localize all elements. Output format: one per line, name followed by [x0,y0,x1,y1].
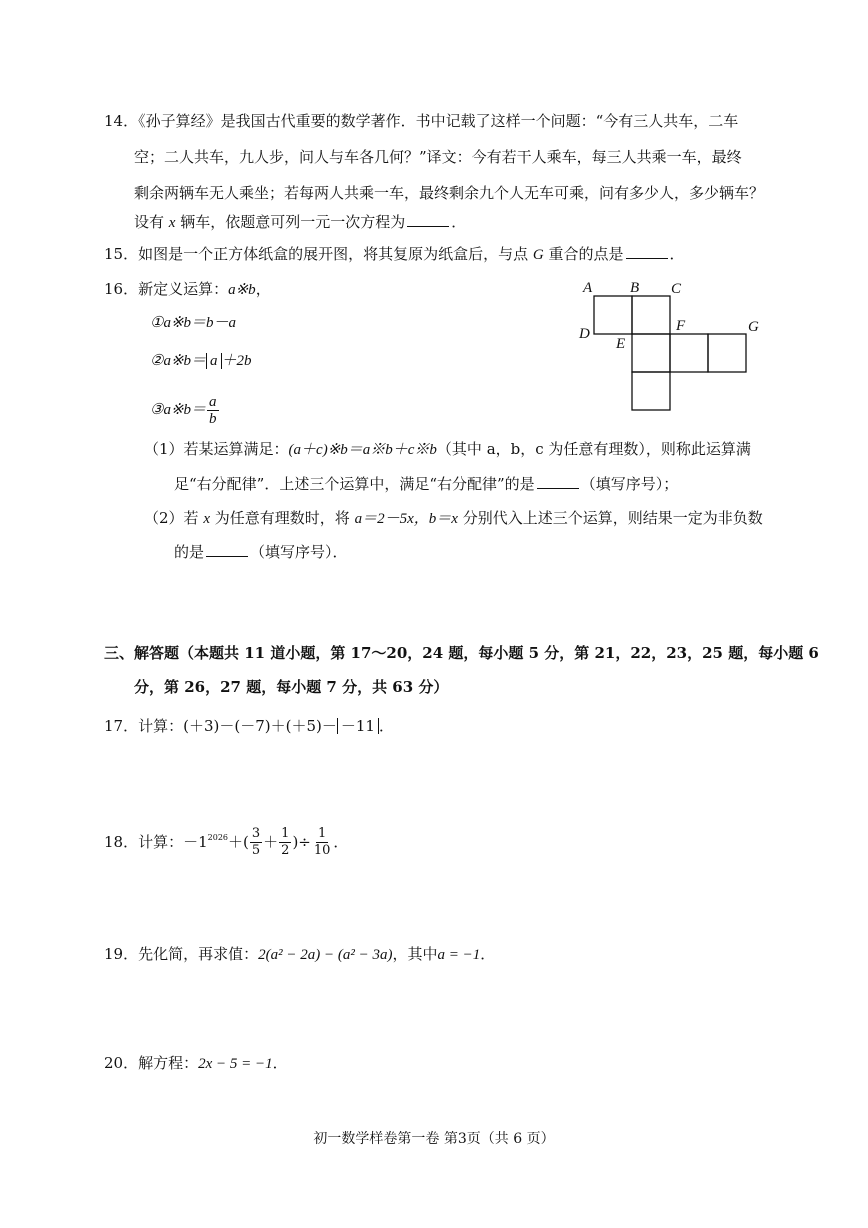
q17-label: 计算： [138,717,184,735]
label-b: B [630,280,640,296]
q20-end: ． [272,1054,288,1072]
q18-plus: ＋ [263,833,279,851]
q16-part2-line1 [144,508,763,529]
q16-number: 16． [104,280,139,298]
q16-op2-b: ＋2b [221,353,252,369]
q18-f2-num: 1 [281,825,290,841]
q17-expr: (＋3)－(－7)＋(＋5)－ [183,717,337,735]
q16-p2-b: 为任意有理数时，将 [214,509,350,527]
q16-p2-sub: a＝2－5x，b＝x [354,511,458,527]
net-square-bc [632,296,670,334]
q19-number: 19． [104,945,139,963]
q16-title [104,279,271,300]
q18-f1-den: 5 [251,842,261,858]
net-square-ad [594,296,632,334]
q18-op1: ＋( [228,833,249,851]
q15-text-b: 重合的点是 [548,245,624,263]
q16-op2-a: ②a※b＝ [150,353,207,369]
q16-title-a: 新定义运算： [138,280,229,298]
q16-op3-den: b [209,410,217,427]
q18-frac2 [279,826,291,859]
q19-line [104,944,495,965]
q17-number: 17． [104,717,139,735]
q16-op3 [150,390,220,430]
q16-p1-line2-b: （填写序号）； [580,475,679,493]
page-footer: 初一数学样卷第一卷 第3页（共 6 页） [313,1131,555,1147]
q17-line [104,716,394,736]
q16-p2-line2-a: 的是 [174,543,205,561]
net-square-bottom [632,372,670,410]
q16-p2-c: 分别代入上述三个运算，则结果一定为非负数 [462,509,763,527]
label-f: F [676,318,686,334]
q14-var: x [168,215,176,231]
q18-line [104,822,348,862]
q14-end: ． [451,213,467,231]
q17-end: ． [378,717,394,735]
net-square-e [632,334,670,372]
q15-line [104,244,685,265]
q18-exp: 2026 [207,833,229,842]
q18-label: 计算： [138,833,184,851]
q16-p1-b: （其中 a，b，c 为任意有理数），则称此运算满 [436,440,751,458]
q20-number: 20． [104,1054,139,1072]
q18-f3-den: 10 [313,842,331,858]
q19-expr: 2(a² − 2a) − (a² − 3a) [258,947,393,963]
net-square-g [708,334,746,372]
q16-part2-line2 [174,542,348,562]
q19-mid: ，其中 [392,945,438,963]
q18-end: ． [333,833,349,851]
q16-op3-num: a [209,393,217,410]
q15-answer-blank[interactable] [626,244,668,259]
q14-text-1: 《孙子算经》是我国古代重要的数学著作．书中记载了这样一个问题：“今有三人共车，二车 [138,112,739,130]
q14-line3: 剩余两辆车无人乘坐；若每两人共乘一车，最终剩余九个人无车可乘，问有多少人，多少辆车？ [134,184,765,202]
q14-answer-blank[interactable] [407,212,449,227]
section3-heading-line1: 三、解答题（本题共 11 道小题，第 17～20，24 题，每小题 5 分，第 21，22，23，25 题，每小题 6 [104,644,819,662]
q15-text-a: 如图是一个正方体纸盒的展开图，将其复原为纸盒后，与点 [138,245,529,263]
q16-p2-answer-blank[interactable] [206,542,248,557]
q17-abs: －11 [337,718,379,734]
q18-f1-num: 3 [251,825,261,841]
q18-frac3 [312,826,333,859]
q16-p1-a: （1）若某运算满足： [144,440,289,458]
q16-p1-answer-blank[interactable] [537,474,579,489]
q18-f3-num: 1 [318,825,327,841]
q14-line4 [134,212,466,233]
q16-p2-var: x [203,511,210,527]
q16-p1-line2-a: 足“右分配律”．上述三个运算中，满足“右分配律”的是 [174,475,535,493]
q16-op3-a: ③a※b＝ [150,402,207,418]
q20-label: 解方程： [138,1054,199,1072]
q19-cond: a = −1 [437,947,481,963]
q16-p2-a: （2）若 [144,509,199,527]
q19-label: 先化简，再求值： [138,945,259,963]
q18-base: －1 [183,833,208,851]
label-c: C [671,281,682,297]
q18-f2-den: 2 [281,842,290,858]
q16-p1-formula: (a＋c)※b＝a※b＋c※b [288,442,437,458]
q18-op2: )÷ [292,833,311,851]
q16-title-b: ， [255,280,271,298]
q16-p2-line2-b: （填写序号）． [250,543,348,561]
q14-line1 [104,111,738,131]
q16-op2-abs: a [206,353,222,369]
label-a: A [583,280,593,296]
q20-expr: 2x − 5 = −1 [198,1056,273,1072]
label-g: G [748,319,759,335]
net-square-f [670,334,708,372]
q18-frac1 [250,826,262,859]
cube-net-figure [570,276,770,416]
section3-heading-line2: 分，第 26，27 题，每小题 7 分，共 63 分） [134,678,449,696]
q20-line [104,1053,288,1074]
q14-text-4a: 设有 [134,213,165,231]
label-e: E [616,336,626,352]
q14-line2: 空；二人共车，九人步，问人与车各几何？”译文：今有若干人乘车，每三人共乘一车，最终 [134,148,742,166]
q16-op2 [150,350,252,371]
q15-end: ． [669,245,685,263]
q16-op: a※b [228,282,256,298]
q16-part1-line1 [144,439,751,460]
q15-number: 15． [104,245,139,263]
q18-number: 18． [104,833,139,851]
q19-end: ． [480,945,496,963]
q15-point: G [532,247,544,263]
q16-op3-fraction [207,394,219,427]
q16-part1-line2 [174,474,678,494]
q14-text-4b: 辆车，依题意可列一元一次方程为 [180,213,406,231]
q16-op1: ①a※b＝b－a [150,315,237,331]
q14-number: 14． [104,112,139,130]
label-d: D [579,326,590,342]
